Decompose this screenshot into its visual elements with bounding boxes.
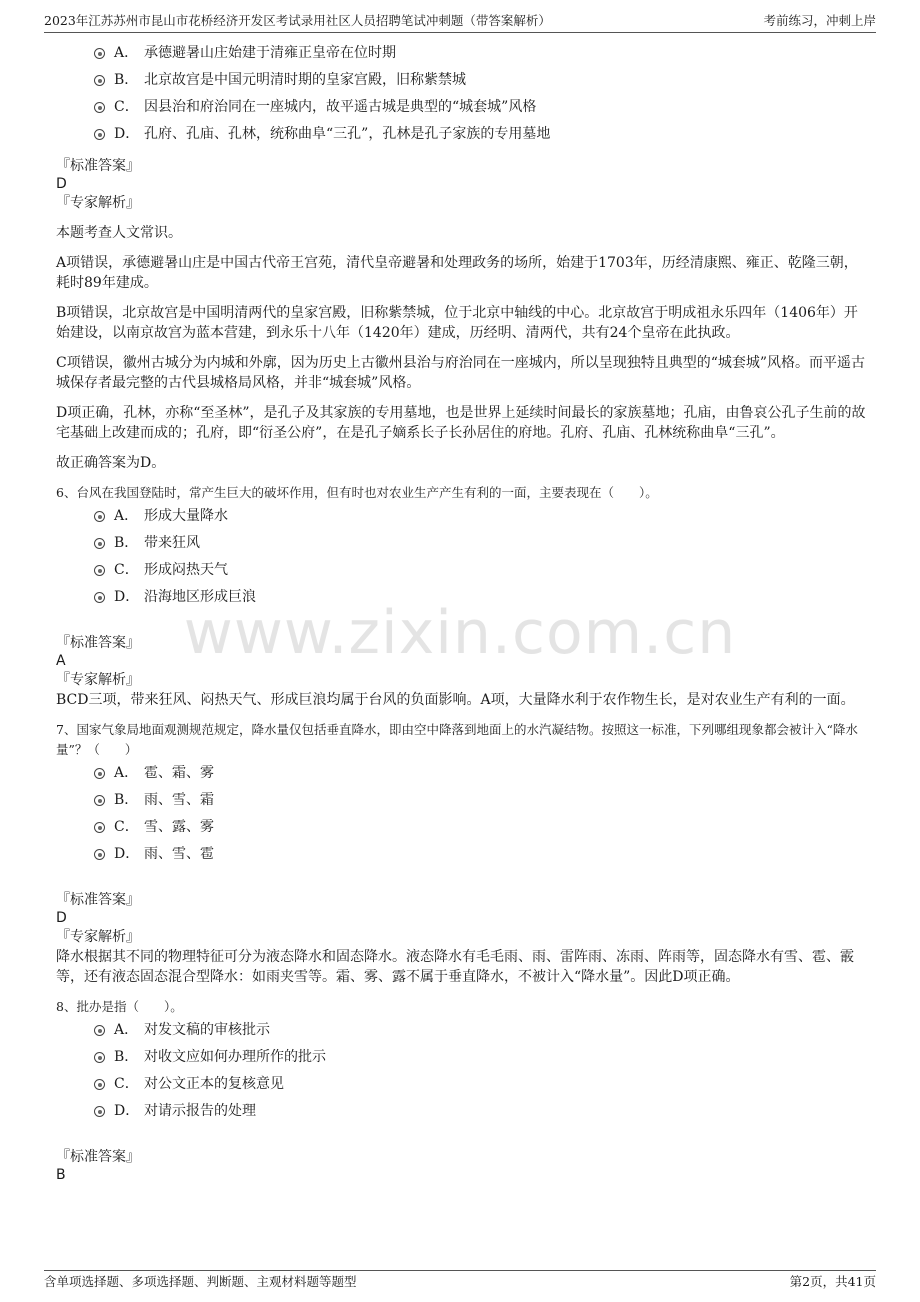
page-header	[44, 10, 876, 33]
radio-icon[interactable]	[94, 511, 105, 522]
q7-option-b[interactable]: B． 雨、雪、霜	[56, 787, 868, 814]
q6-option-d[interactable]: D． 沿海地区形成巨浪	[56, 584, 868, 611]
radio-icon[interactable]	[94, 102, 105, 113]
q7-options	[56, 760, 868, 868]
q5-options	[56, 40, 868, 148]
q5-option-b[interactable]: B． 北京故宫是中国元明清时期的皇家宫殿，旧称紫禁城	[56, 67, 868, 94]
page-number: 第2页，共41页	[789, 1274, 876, 1289]
radio-icon[interactable]	[94, 75, 105, 86]
answer-label: 『标准答案』	[56, 158, 140, 174]
analysis-paragraph: A项错误，承德避暑山庄是中国古代帝王宫苑，清代皇帝避暑和处理政务的场所，始建于1703年，历经清康熙、雍正、乾隆三朝，耗时89年建成。	[56, 255, 858, 291]
radio-icon[interactable]	[94, 129, 105, 140]
q8-option-d[interactable]: D． 对请示报告的处理	[56, 1098, 868, 1125]
analysis-paragraph: BCD三项，带来狂风、闷热天气、形成巨浪均属于台风的负面影响。A项，大量降水利于农作物生长，是对农业生产有利的一面。	[56, 692, 855, 708]
radio-icon[interactable]	[94, 849, 105, 860]
radio-icon[interactable]	[94, 538, 105, 549]
q6-option-a[interactable]: A． 形成大量降水	[56, 503, 868, 530]
analysis-label: 『专家解析』	[56, 672, 140, 688]
q6-options	[56, 503, 868, 611]
answer-label: 『标准答案』	[56, 635, 140, 651]
header-slogan: 考前练习，冲刺上岸	[763, 13, 876, 28]
radio-icon[interactable]	[94, 795, 105, 806]
radio-icon[interactable]	[94, 1106, 105, 1117]
radio-icon[interactable]	[94, 48, 105, 59]
answer-value: A	[56, 653, 66, 669]
analysis-paragraph: 本题考查人文常识。	[56, 225, 182, 241]
answer-value: D	[56, 910, 67, 926]
analysis-label: 『专家解析』	[56, 929, 140, 945]
document-title: 2023年江苏苏州市昆山市花桥经济开发区考试录用社区人员招聘笔试冲刺题（带答案解析）	[44, 13, 551, 28]
radio-icon[interactable]	[94, 592, 105, 603]
page-content	[56, 40, 868, 1184]
radio-icon[interactable]	[94, 565, 105, 576]
question-types-note: 含单项选择题、多项选择题、判断题、主观材料题等题型	[44, 1274, 357, 1289]
q5-option-c[interactable]: C． 因县治和府治同在一座城内，故平遥古城是典型的“城套城”风格	[56, 94, 868, 121]
page-footer	[44, 1270, 876, 1293]
q7-option-a[interactable]: A． 雹、霜、雾	[56, 760, 868, 787]
q6-option-c[interactable]: C． 形成闷热天气	[56, 557, 868, 584]
q5-option-a[interactable]: A． 承德避暑山庄始建于清雍正皇帝在位时期	[56, 40, 868, 67]
q8-option-c[interactable]: C． 对公文正本的复核意见	[56, 1071, 868, 1098]
analysis-paragraph: 降水根据其不同的物理特征可分为液态降水和固态降水。液态降水有毛毛雨、雨、雷阵雨、冻雨、阵雨等，固态降水有雪、雹、霰等，还有液态固态混合型降水：如雨夹雪等。霜、雾、露不属于垂直降水，不被计入“降水量”。因此D项正确。	[56, 949, 854, 985]
answer-value: D	[56, 176, 67, 192]
q7-option-d[interactable]: D． 雨、雪、雹	[56, 841, 868, 868]
radio-icon[interactable]	[94, 1079, 105, 1090]
answer-value: B	[56, 1167, 66, 1183]
watermark: www.zixin.com.cn	[183, 598, 737, 668]
q7-option-c[interactable]: C． 雪、露、雾	[56, 814, 868, 841]
q8-option-b[interactable]: B． 对收文应如何办理所作的批示	[56, 1044, 868, 1071]
radio-icon[interactable]	[94, 822, 105, 833]
q6-option-b[interactable]: B． 带来狂风	[56, 530, 868, 557]
q5-option-d[interactable]: D． 孔府、孔庙、孔林，统称曲阜“三孔”，孔林是孔子家族的专用墓地	[56, 121, 868, 148]
q8-option-a[interactable]: A． 对发文稿的审核批示	[56, 1017, 868, 1044]
question-7-text: 7、国家气象局地面观测规范规定，降水量仅包括垂直降水，即由空中降落到地面上的水汽凝结物。按照这一标准，下列哪组现象都会被计入“降水量”？（ ）	[56, 722, 858, 757]
radio-icon[interactable]	[94, 1052, 105, 1063]
analysis-paragraph: 故正确答案为D。	[56, 455, 166, 471]
question-6-text: 6、台风在我国登陆时，常产生巨大的破坏作用，但有时也对农业生产产生有利的一面，主要表现在（ ）。	[56, 485, 658, 500]
analysis-paragraph: D项正确，孔林，亦称“至圣林”，是孔子及其家族的专用墓地，也是世界上延续时间最长的家族墓地；孔庙，由鲁哀公孔子生前的故宅基础上改建而成的；孔府，即“衍圣公府”，在是孔子嫡系长子长孙居住的府地。孔府、孔庙、孔林统称曲阜“三孔”。	[56, 405, 866, 441]
radio-icon[interactable]	[94, 768, 105, 779]
analysis-paragraph: C项错误，徽州古城分为内城和外廓，因为历史上古徽州县治与府治同在一座城内，所以呈现独特且典型的“城套城”风格。而平遥古城保存者最完整的古代县城格局风格，并非“城套城”风格。	[56, 355, 866, 391]
analysis-paragraph: B项错误，北京故宫是中国明清两代的皇家宫殿，旧称紫禁城，位于北京中轴线的中心。北京故宫于明成祖永乐四年（1406年）开始建设，以南京故宫为蓝本营建，到永乐十八年（1420年）建成，历经明、清两代，共有24个皇帝在此执政。	[56, 305, 858, 341]
answer-label: 『标准答案』	[56, 892, 140, 908]
q8-options	[56, 1017, 868, 1125]
answer-label: 『标准答案』	[56, 1149, 140, 1165]
analysis-label: 『专家解析』	[56, 195, 140, 211]
radio-icon[interactable]	[94, 1025, 105, 1036]
question-8-text: 8、批办是指（ ）。	[56, 999, 183, 1014]
